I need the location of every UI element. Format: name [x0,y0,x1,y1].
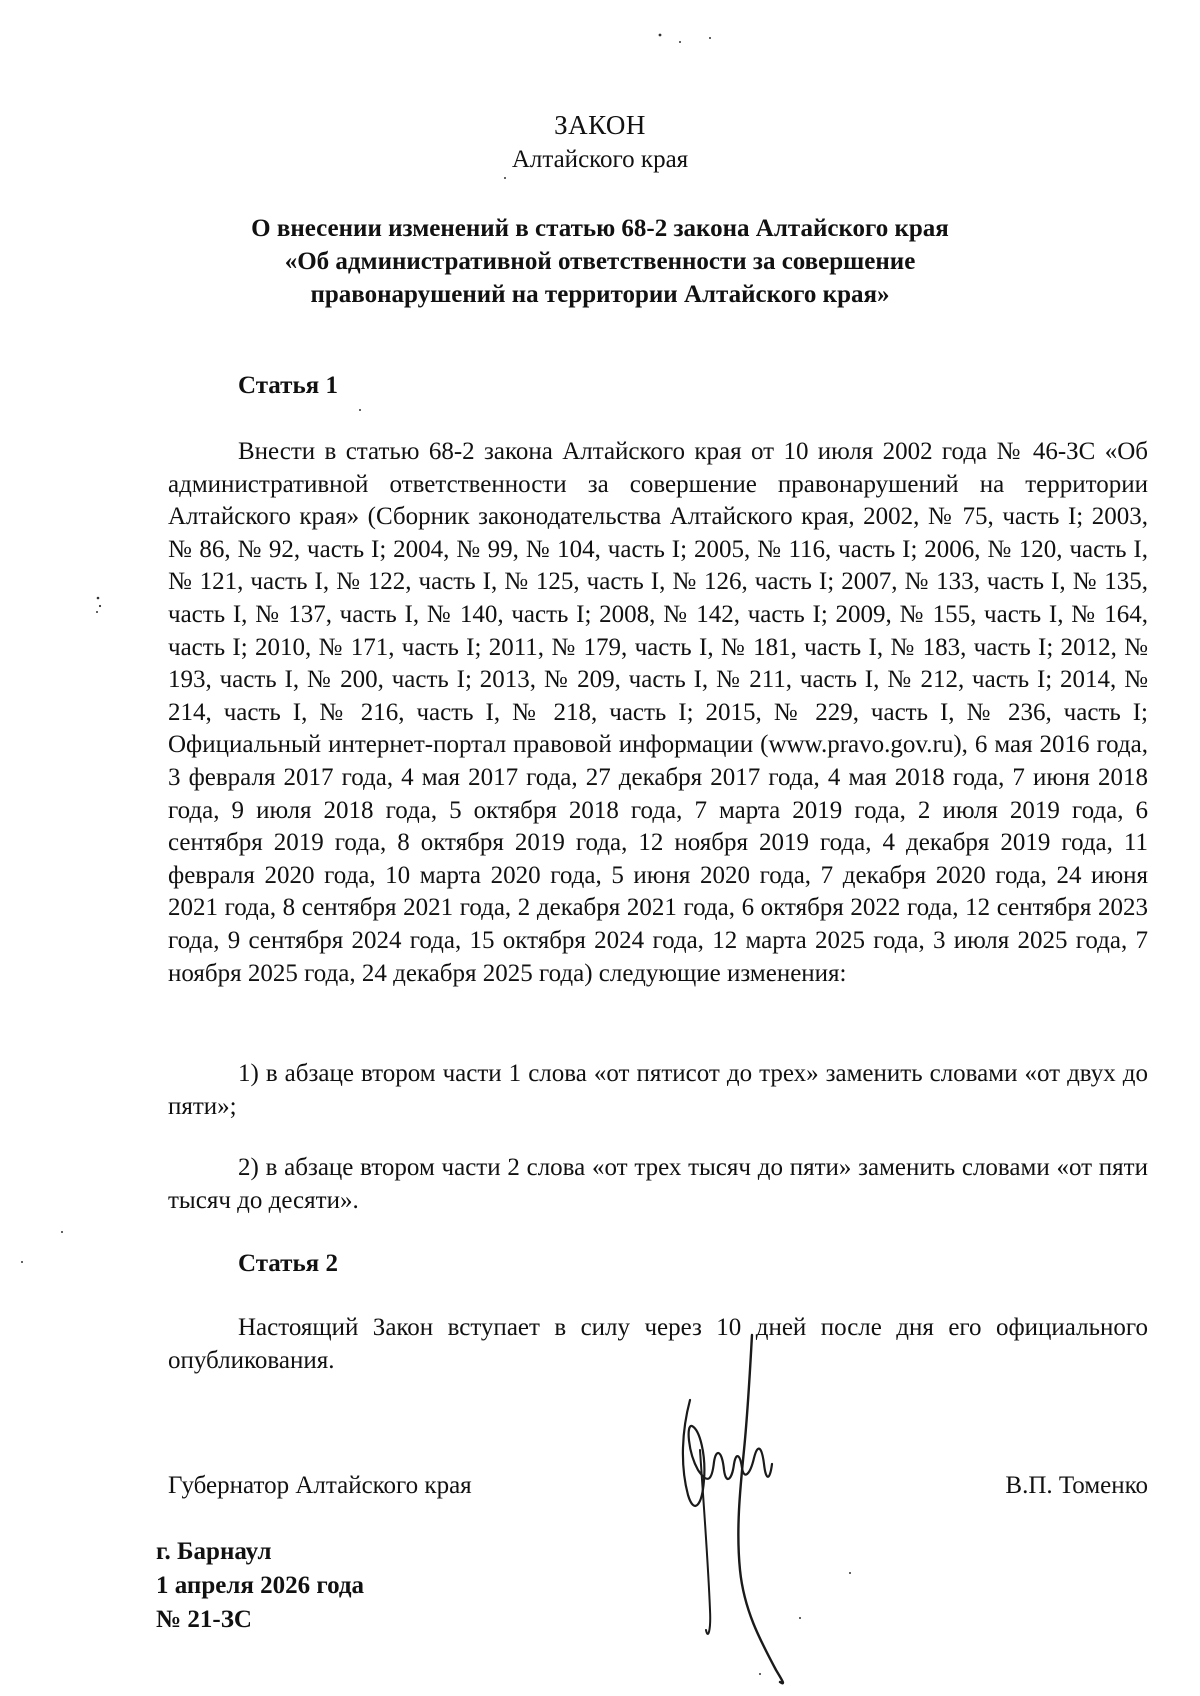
article-1-item-1: 1) в абзаце втором части 1 слова «от пятисот до трех» заменить словами «от двух до пяти»; [168,1060,1148,1120]
signatory-position: Губернатор Алтайского края [168,1472,472,1499]
document-title [220,212,980,311]
handwritten-signature [660,1330,840,1690]
date-of-signing: 1 апреля 2026 года [156,1572,365,1599]
place-of-signing: г. Барнаул [156,1538,272,1565]
document-type: ЗАКОН [554,110,646,140]
title-line-1: О внесении изменений в статью 68-2 закона Алтайского края [251,215,949,242]
title-line-2: «Об административной ответственности за совершение [284,248,916,275]
article-1-main-text: Внести в статью 68-2 закона Алтайского края от 10 июля 2002 года № 46-ЗС «Об административной ответственности за совершение правонарушений на территории Алтайского края» (Сборник законодательства Алтайского края, 2002, № 75, часть I; 2003, № 86, № 92, часть I; 2004, № 99, № 104, часть I; 2005, № 116, часть I; 2006, № 120, часть I, № 121, часть I, № 122, часть I, № 125, часть I, № 126, часть I; 2007, № 133, часть I, № 135, часть I, № 137, часть I, № 140, часть I; 2008, № 142, часть I; 2009, № 155, часть I, № 164, часть I; 2010, № 171, часть I; 2011, № 179, часть I, № 181, часть I, № 183, часть I; 2012, № 193, часть I, № 200, часть I; 2013, № 209, часть I, № 211, часть I, № 212, часть I; 2014, № 214, часть I, № 216, часть I, № 218, часть I; 2015, № 229, часть I, № 236, часть I; Официальный интернет-портал правовой информации (www.pravo.gov.ru), 6 мая 2016 года, 3 февраля 2017 года, 4 мая 2017 года, 27 декабря 2017 года, 4 мая 2018 года, 7 июня 2018 года, 9 июля 2018 года, 5 октября 2018 года, 7 марта 2019 года, 2 июля 2019 года, 6 сентября 2019 года, 8 октября 2019 года, 12 ноября 2019 года, 4 декабря 2019 года, 11 февраля 2020 года, 10 марта 2020 года, 5 июня 2020 года, 7 декабря 2020 года, 24 июня 2021 года, 8 сентября 2021 года, 2 декабря 2021 года, 6 октября 2022 года, 12 сентября 2023 года, 9 сентября 2024 года, 15 октября 2024 года, 12 марта 2025 года, 3 июля 2025 года, 7 ноября 2025 года, 24 декабря 2025 года) следующие изменения: [168,438,1148,987]
document-issuer: Алтайского края [511,146,689,173]
law-number: № 21-ЗС [156,1606,252,1633]
title-line-3: правонарушений на территории Алтайского края» [310,281,890,308]
article-2-heading: Статья 2 [238,1250,338,1277]
article-2-text: Настоящий Закон вступает в силу через 10 дней после дня его официального опубликования. [168,1314,1148,1374]
article-1-item-2: 2) в абзаце втором части 2 слова «от трех тысяч до пяти» заменить словами «от пяти тысяч до десяти». [168,1154,1148,1214]
article-1-heading: Статья 1 [238,372,338,399]
signatory-name: В.П. Томенко [1005,1472,1148,1499]
